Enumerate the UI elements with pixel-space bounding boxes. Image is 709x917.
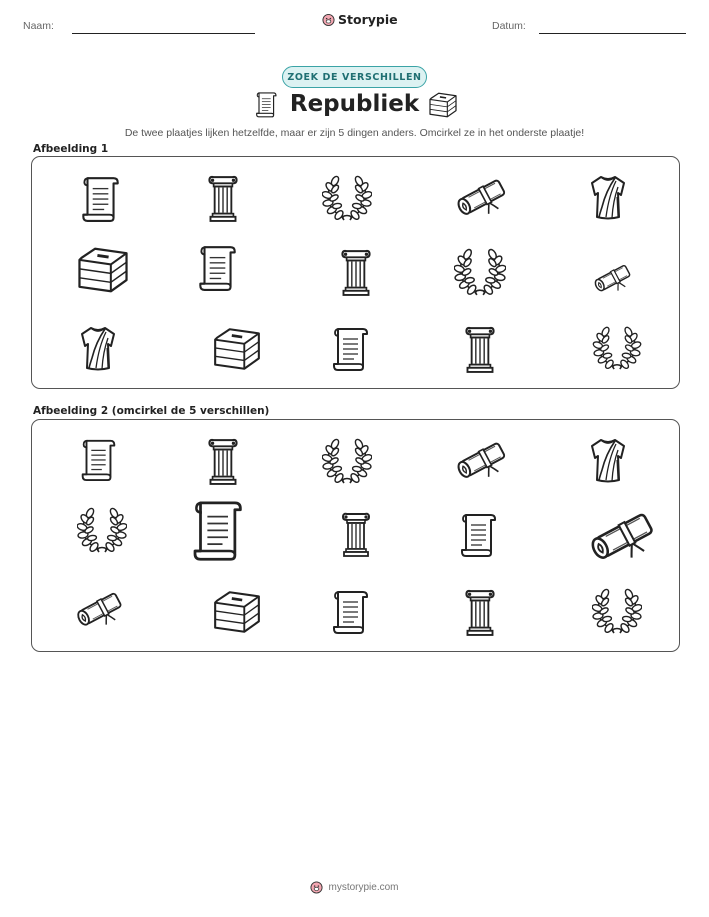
column-icon xyxy=(462,325,498,373)
rolled-scroll-icon xyxy=(454,176,510,218)
picture-1-label: Afbeelding 1 xyxy=(33,143,109,155)
footer xyxy=(0,881,709,894)
ballot-box-icon xyxy=(75,246,131,294)
rolled-scroll-icon[interactable] xyxy=(587,507,659,565)
rolled-scroll-icon xyxy=(592,258,634,298)
pig-mascot-icon xyxy=(322,13,335,27)
scroll-icon[interactable] xyxy=(78,436,118,482)
ballot-box-icon xyxy=(427,92,459,118)
laurel-wreath-icon[interactable] xyxy=(322,438,372,484)
pig-mascot-icon xyxy=(310,881,323,894)
date-field[interactable] xyxy=(539,33,686,34)
laurel-wreath-icon[interactable] xyxy=(592,588,642,634)
column-icon[interactable] xyxy=(462,588,498,636)
scroll-icon xyxy=(196,242,238,292)
ballot-box-icon[interactable] xyxy=(211,589,263,635)
rolled-scroll-icon[interactable] xyxy=(454,439,510,481)
date-label: Datum: xyxy=(492,20,526,32)
column-icon[interactable] xyxy=(338,511,374,557)
laurel-wreath-icon xyxy=(454,248,506,296)
rolled-scroll-icon[interactable] xyxy=(74,588,126,630)
scroll-icon[interactable] xyxy=(329,587,371,635)
activity-badge: ZOEK DE VERSCHILLEN xyxy=(282,66,427,88)
ballot-box-icon xyxy=(211,326,263,372)
footer-url: mystorypie.com xyxy=(328,882,399,893)
column-icon xyxy=(205,174,241,222)
toga-icon xyxy=(78,322,118,374)
scroll-icon xyxy=(78,173,122,223)
laurel-wreath-icon xyxy=(592,326,642,370)
page-title: Republiek xyxy=(289,91,420,117)
column-icon[interactable] xyxy=(205,437,241,485)
picture-2-label: Afbeelding 2 (omcirkel de 5 verschillen) xyxy=(33,405,270,417)
name-field[interactable] xyxy=(72,33,255,34)
toga-icon[interactable] xyxy=(588,436,628,484)
toga-icon xyxy=(588,173,628,221)
laurel-wreath-icon xyxy=(322,175,372,221)
instructions: De twee plaatjes lijken hetzelfde, maar er zijn 5 dingen anders. Omcirkel ze in het onderste plaatje! xyxy=(124,127,585,139)
brand-name: Storypie xyxy=(338,12,398,27)
brand-logo xyxy=(322,12,398,27)
scroll-icon xyxy=(329,324,371,372)
laurel-wreath-icon[interactable] xyxy=(77,507,127,553)
scroll-icon[interactable] xyxy=(187,496,247,562)
scroll-icon[interactable] xyxy=(457,510,499,558)
column-icon xyxy=(338,248,374,296)
name-label: Naam: xyxy=(23,20,54,32)
picture-1-panel xyxy=(31,156,680,389)
picture-2-panel[interactable] xyxy=(31,419,680,652)
